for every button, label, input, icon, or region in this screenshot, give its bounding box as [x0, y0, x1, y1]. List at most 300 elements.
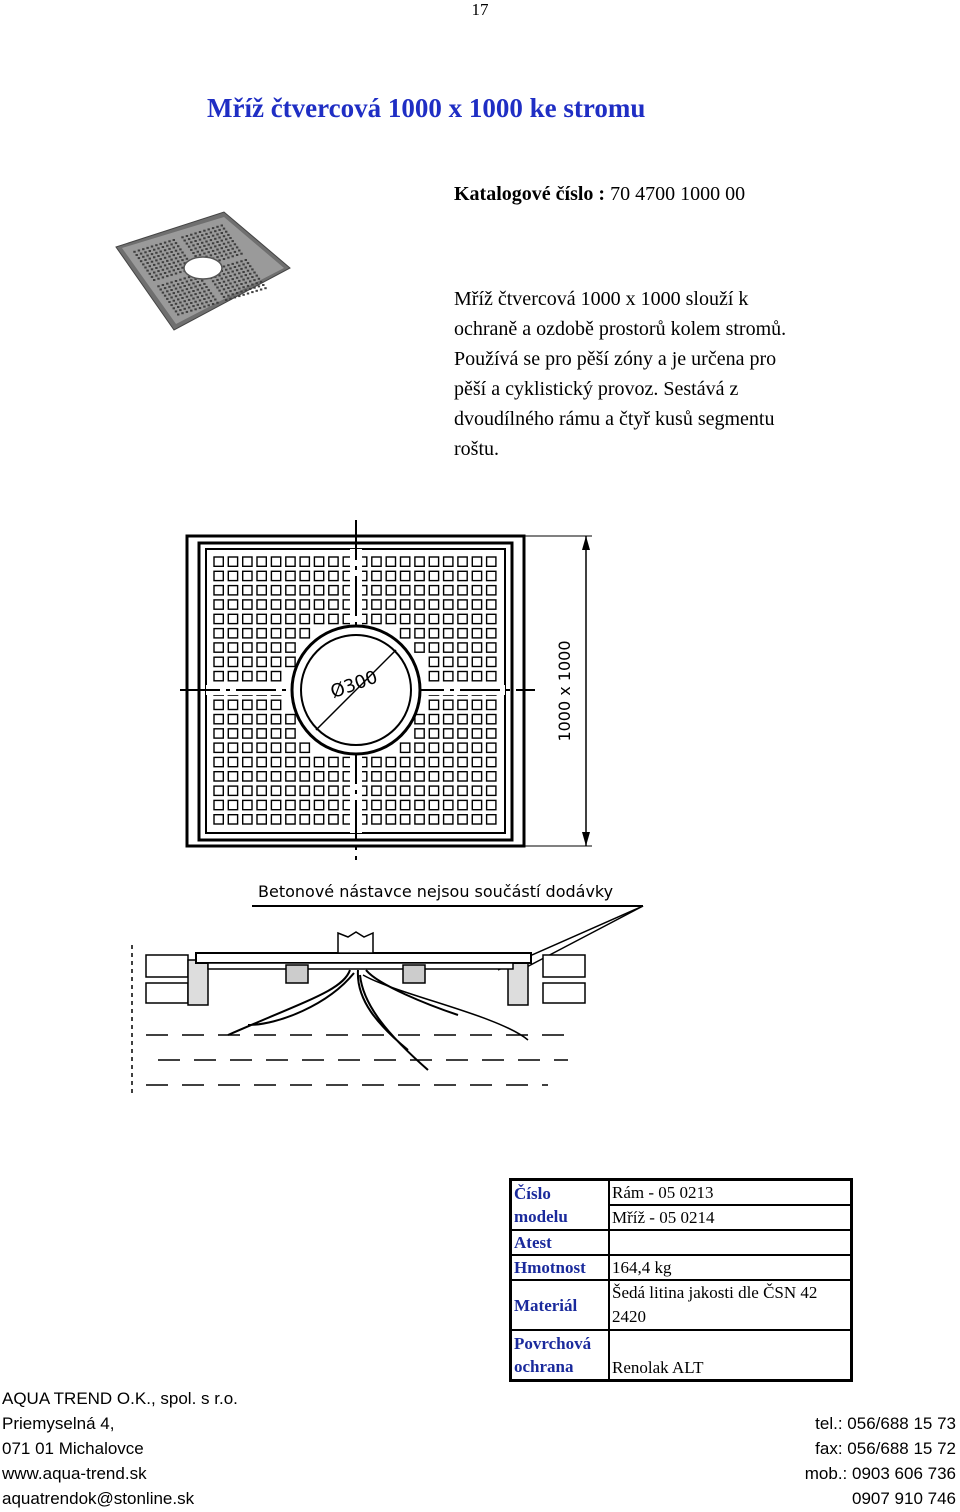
- grate-hole: [245, 289, 247, 291]
- grate-cell: [472, 629, 481, 638]
- grate-cell: [444, 800, 453, 809]
- grate-cell: [415, 743, 424, 752]
- grate-hole: [238, 295, 240, 297]
- grate-hole: [205, 301, 207, 303]
- grate-cell: [444, 557, 453, 566]
- grate-hole: [216, 241, 218, 243]
- grate-hole: [181, 290, 183, 292]
- grate-hole: [227, 279, 229, 281]
- grate-hole: [168, 271, 170, 273]
- grate-cell: [214, 715, 223, 724]
- grate-hole: [229, 275, 231, 277]
- grate-cell: [487, 571, 496, 580]
- grate-hole: [229, 245, 231, 247]
- grate-hole: [194, 232, 196, 234]
- diameter-label: Ø300: [327, 666, 381, 703]
- grate-cell: [401, 629, 410, 638]
- grate-cell: [228, 600, 237, 609]
- grate-hole: [205, 286, 207, 288]
- grate-hole: [199, 231, 201, 233]
- grate-cell: [257, 586, 266, 595]
- grate-hole: [160, 251, 162, 253]
- grate-cell: [444, 614, 453, 623]
- grate-cell: [386, 800, 395, 809]
- grate-hole: [155, 244, 157, 246]
- grate-hole: [216, 249, 218, 251]
- grate-hole: [173, 307, 175, 309]
- grate-cell: [286, 643, 295, 652]
- grate-cell: [429, 715, 438, 724]
- grate-cell: [386, 786, 395, 795]
- website-link[interactable]: www.aqua-trend.sk: [2, 1464, 147, 1483]
- grate-hole: [236, 262, 238, 264]
- grate-cell: [415, 815, 424, 824]
- grate-hole: [199, 246, 201, 248]
- grate-cell: [286, 614, 295, 623]
- grate-cell: [487, 629, 496, 638]
- grate-cell: [257, 571, 266, 580]
- grate-hole: [192, 244, 194, 246]
- grate-cell: [257, 815, 266, 824]
- grate-hole: [251, 291, 253, 293]
- grate-hole: [229, 252, 231, 254]
- grate-cell: [271, 715, 280, 724]
- grate-hole: [192, 298, 194, 300]
- grate-hole: [225, 299, 227, 301]
- grate-cell: [228, 786, 237, 795]
- grate-hole: [157, 278, 159, 280]
- grate-hole: [162, 292, 164, 294]
- grate-hole: [253, 272, 255, 274]
- grate-hole: [218, 290, 220, 292]
- grate-hole: [186, 303, 188, 305]
- grate-hole: [173, 292, 175, 294]
- material-value: Šedá litina jakosti dle ČSN 42 2420: [609, 1280, 852, 1330]
- grate-cell: [401, 743, 410, 752]
- grate-hole: [181, 297, 183, 299]
- grate-hole: [245, 267, 247, 269]
- email-link[interactable]: aquatrendok@stonline.sk: [2, 1489, 195, 1508]
- grate-cell: [214, 743, 223, 752]
- grate-hole: [199, 292, 201, 294]
- grate-hole: [186, 243, 188, 245]
- grate-cell: [300, 571, 309, 580]
- grate-cell: [372, 571, 381, 580]
- grate-cell: [271, 657, 280, 666]
- grate-cell: [444, 772, 453, 781]
- grate-hole: [177, 283, 179, 285]
- grate-hole: [194, 286, 196, 288]
- grate-hole: [238, 272, 240, 274]
- grate-hole: [166, 268, 168, 270]
- grate-cell: [243, 715, 252, 724]
- grate-cell: [214, 800, 223, 809]
- grate-hole: [160, 258, 162, 260]
- grate-hole: [203, 291, 205, 293]
- grate-hole: [245, 274, 247, 276]
- grate-cell: [271, 815, 280, 824]
- grate-cell: [487, 586, 496, 595]
- grate-cell: [458, 772, 467, 781]
- spec-table: [509, 1178, 853, 1382]
- grate-hole: [260, 289, 262, 291]
- grate-hole: [199, 299, 201, 301]
- grate-cell: [415, 729, 424, 738]
- grate-hole: [188, 307, 190, 309]
- grate-hole: [216, 256, 218, 258]
- grate-hole: [151, 261, 153, 263]
- grate-hole: [166, 260, 168, 262]
- grate-hole: [162, 269, 164, 271]
- grate-cell: [372, 757, 381, 766]
- grate-hole: [256, 275, 258, 277]
- grate-cell: [243, 729, 252, 738]
- grate-cell: [243, 586, 252, 595]
- grate-cell: [487, 700, 496, 709]
- grate-hole: [199, 239, 201, 241]
- grate-hole: [194, 293, 196, 295]
- grate-cell: [257, 729, 266, 738]
- grate-cell: [286, 743, 295, 752]
- grate-hole: [203, 237, 205, 239]
- grate-cell: [458, 657, 467, 666]
- grate-hole: [157, 255, 159, 257]
- grate-cell: [314, 786, 323, 795]
- grate-cell: [286, 571, 295, 580]
- grate-cell: [257, 786, 266, 795]
- catalog-label: Katalogové číslo :: [454, 183, 606, 205]
- grate-cell: [444, 672, 453, 681]
- description-line: Mříž čtvercová 1000 x 1000 slouží k: [454, 288, 749, 310]
- grate-hole: [164, 242, 166, 244]
- grate-cell: [415, 800, 424, 809]
- grate-cell: [286, 757, 295, 766]
- grate-cell: [329, 757, 338, 766]
- grate-hole: [170, 281, 172, 283]
- grate-cell: [487, 657, 496, 666]
- address-street: Priemyselná 4,: [2, 1414, 115, 1433]
- grate-hole: [181, 312, 183, 314]
- grate-cell: [271, 757, 280, 766]
- grate-cell: [214, 700, 223, 709]
- grate-cell: [458, 700, 467, 709]
- table-row: [511, 1255, 852, 1280]
- grate-cell: [271, 743, 280, 752]
- grate-hole: [151, 268, 153, 270]
- grate-hole: [201, 249, 203, 251]
- grate-hole: [225, 238, 227, 240]
- grate-cell: [429, 629, 438, 638]
- grate-hole: [175, 273, 177, 275]
- grate-hole: [216, 279, 218, 281]
- grate-hole: [229, 290, 231, 292]
- grate-cell: [257, 715, 266, 724]
- grate-cell: [386, 815, 395, 824]
- grate-hole: [208, 251, 210, 253]
- grate-hole: [186, 281, 188, 283]
- grate-hole: [197, 304, 199, 306]
- grate-hole: [232, 278, 234, 280]
- grate-hole: [225, 276, 227, 278]
- grate-hole: [260, 281, 262, 283]
- grate-cell: [228, 743, 237, 752]
- grate-cell: [444, 729, 453, 738]
- grate-hole: [236, 254, 238, 256]
- plan-drawing: [160, 520, 600, 865]
- grate-cell: [444, 571, 453, 580]
- grate-cell: [243, 815, 252, 824]
- grate-cell: [429, 786, 438, 795]
- table-row: [511, 1280, 852, 1330]
- grate-hole: [223, 281, 225, 283]
- grate-cell: [386, 571, 395, 580]
- grate-cell: [243, 700, 252, 709]
- grate-cell: [487, 743, 496, 752]
- grate-hole: [173, 300, 175, 302]
- grate-hole: [177, 260, 179, 262]
- grate-hole: [223, 235, 225, 237]
- grate-hole: [208, 244, 210, 246]
- grate-cell: [415, 715, 424, 724]
- grate-hole: [218, 252, 220, 254]
- grate-cell: [458, 729, 467, 738]
- grate-hole: [166, 298, 168, 300]
- grate-cell: [386, 600, 395, 609]
- table-row: [511, 1180, 852, 1206]
- grate-cell: [271, 571, 280, 580]
- grate-hole: [201, 280, 203, 282]
- grate-hole: [201, 295, 203, 297]
- grate-cell: [472, 815, 481, 824]
- grate-cell: [487, 815, 496, 824]
- grate-cell: [286, 600, 295, 609]
- grate-cell: [300, 614, 309, 623]
- grate-cell: [401, 600, 410, 609]
- grate-cell: [472, 571, 481, 580]
- grate-cell: [257, 772, 266, 781]
- grate-hole: [162, 254, 164, 256]
- grate-hole: [203, 306, 205, 308]
- grate-hole: [168, 256, 170, 258]
- grate-cell: [228, 757, 237, 766]
- grate-hole: [188, 238, 190, 240]
- grate-hole: [238, 280, 240, 282]
- grate-cell: [271, 772, 280, 781]
- grate-hole: [227, 287, 229, 289]
- grate-hole: [240, 276, 242, 278]
- catalog-number: [454, 183, 745, 206]
- grate-hole: [140, 253, 142, 255]
- grate-cell: [286, 629, 295, 638]
- grate-hole: [210, 254, 212, 256]
- grate-hole: [251, 268, 253, 270]
- grate-cell: [444, 600, 453, 609]
- weight-value: 164,4 kg: [609, 1255, 852, 1280]
- grate-cell: [243, 600, 252, 609]
- grate-hole: [262, 284, 264, 286]
- grate-cell: [257, 600, 266, 609]
- grate-hole: [184, 300, 186, 302]
- grate-hole: [144, 267, 146, 269]
- grate-hole: [245, 282, 247, 284]
- atest-label: Atest: [511, 1230, 610, 1255]
- table-row: [511, 1330, 852, 1381]
- grate-hole: [190, 249, 192, 251]
- grate-cell: [401, 786, 410, 795]
- grate-cell: [271, 629, 280, 638]
- phone-fax: fax: 056/688 15 72: [815, 1439, 956, 1458]
- grate-hole: [210, 292, 212, 294]
- grate-hole: [245, 259, 247, 261]
- grate-cell: [286, 772, 295, 781]
- grate-hole: [232, 263, 234, 265]
- grate-hole: [186, 235, 188, 237]
- grate-cell: [286, 557, 295, 566]
- grate-hole: [194, 248, 196, 250]
- grate-hole: [203, 298, 205, 300]
- surface-label: Povrchová ochrana: [511, 1330, 610, 1381]
- grate-cell: [386, 586, 395, 595]
- grate-cell: [415, 757, 424, 766]
- grate-hole: [186, 296, 188, 298]
- grate-hole: [212, 295, 214, 297]
- grate-hole: [188, 246, 190, 248]
- grate-hole: [223, 228, 225, 230]
- grate-hole: [162, 284, 164, 286]
- grate-hole: [142, 248, 144, 250]
- grate-hole: [175, 265, 177, 267]
- grate-cell: [228, 700, 237, 709]
- grate-cell: [271, 700, 280, 709]
- grate-cell: [228, 815, 237, 824]
- grate-cell: [444, 586, 453, 595]
- grate-cell: [487, 729, 496, 738]
- grate-cell: [228, 586, 237, 595]
- grate-cell: [228, 643, 237, 652]
- grate-hole: [205, 294, 207, 296]
- grate-hole: [234, 296, 236, 298]
- grate-hole: [218, 282, 220, 284]
- grate-hole: [153, 279, 155, 281]
- grate-hole: [240, 291, 242, 293]
- grate-hole: [160, 273, 162, 275]
- grate-hole: [140, 260, 142, 262]
- grate-hole: [216, 287, 218, 289]
- grate-cell: [257, 629, 266, 638]
- grate-cell: [243, 800, 252, 809]
- grate-hole: [212, 242, 214, 244]
- grate-cell: [429, 586, 438, 595]
- grate-cell: [458, 643, 467, 652]
- grate-hole: [247, 262, 249, 264]
- grate-hole: [225, 292, 227, 294]
- grate-hole: [173, 239, 175, 241]
- grate-cell: [429, 672, 438, 681]
- grate-hole: [236, 246, 238, 248]
- grate-hole: [258, 278, 260, 280]
- grate-hole: [247, 277, 249, 279]
- grate-hole: [214, 299, 216, 301]
- grate-hole: [170, 274, 172, 276]
- grate-cell: [286, 815, 295, 824]
- grate-cell: [300, 600, 309, 609]
- grate-cell: [257, 614, 266, 623]
- grate-hole: [144, 259, 146, 261]
- grate-cell: [243, 571, 252, 580]
- grate-hole: [229, 298, 231, 300]
- grate-cell: [429, 657, 438, 666]
- grate-hole: [205, 248, 207, 250]
- grate-hole: [177, 314, 179, 316]
- grate-hole: [221, 255, 223, 257]
- grate-hole: [170, 243, 172, 245]
- grate-cell: [214, 586, 223, 595]
- grate-hole: [201, 234, 203, 236]
- grate-hole: [170, 297, 172, 299]
- grate-cell: [401, 757, 410, 766]
- phone-tel: tel.: 056/688 15 73: [815, 1414, 956, 1433]
- grate-cell: [300, 786, 309, 795]
- grate-hole: [190, 234, 192, 236]
- model-frame: Rám - 05 0213: [609, 1180, 852, 1206]
- grate-cell: [472, 786, 481, 795]
- grate-cell: [329, 772, 338, 781]
- grate-hole: [157, 247, 159, 249]
- grate-cell: [314, 772, 323, 781]
- grate-hole: [234, 243, 236, 245]
- grate-hole: [179, 256, 181, 258]
- grate-cell: [458, 743, 467, 752]
- grate-cell: [257, 557, 266, 566]
- grate-cell: [286, 786, 295, 795]
- grate-hole: [208, 289, 210, 291]
- grate-cell: [257, 643, 266, 652]
- grate-cell: [415, 557, 424, 566]
- grate-hole: [216, 233, 218, 235]
- grate-hole: [175, 288, 177, 290]
- grate-cell: [314, 571, 323, 580]
- grate-hole: [179, 264, 181, 266]
- company-address: [2, 1411, 194, 1511]
- grate-cell: [444, 657, 453, 666]
- grate-hole: [221, 278, 223, 280]
- grate-hole: [166, 283, 168, 285]
- grate-hole: [227, 272, 229, 274]
- grate-cell: [429, 600, 438, 609]
- grate-hole: [194, 255, 196, 257]
- grate-cell: [472, 729, 481, 738]
- grate-hole: [175, 257, 177, 259]
- grate-cell: [401, 586, 410, 595]
- grate-cell: [228, 657, 237, 666]
- grate-hole: [242, 263, 244, 265]
- grate-cell: [458, 757, 467, 766]
- grate-cell: [429, 815, 438, 824]
- grate-hole: [168, 240, 170, 242]
- grate-cell: [372, 815, 381, 824]
- grate-hole: [173, 247, 175, 249]
- grate-hole: [166, 275, 168, 277]
- grate-hole: [136, 254, 138, 256]
- grate-cell: [429, 729, 438, 738]
- grate-hole: [205, 241, 207, 243]
- grate-hole: [170, 259, 172, 261]
- grate-hole: [203, 253, 205, 255]
- grate-cell: [458, 715, 467, 724]
- section-note: Betonové nástavce nejsou součástí dodávky: [258, 882, 614, 901]
- grate-cell: [372, 614, 381, 623]
- grate-cell: [487, 614, 496, 623]
